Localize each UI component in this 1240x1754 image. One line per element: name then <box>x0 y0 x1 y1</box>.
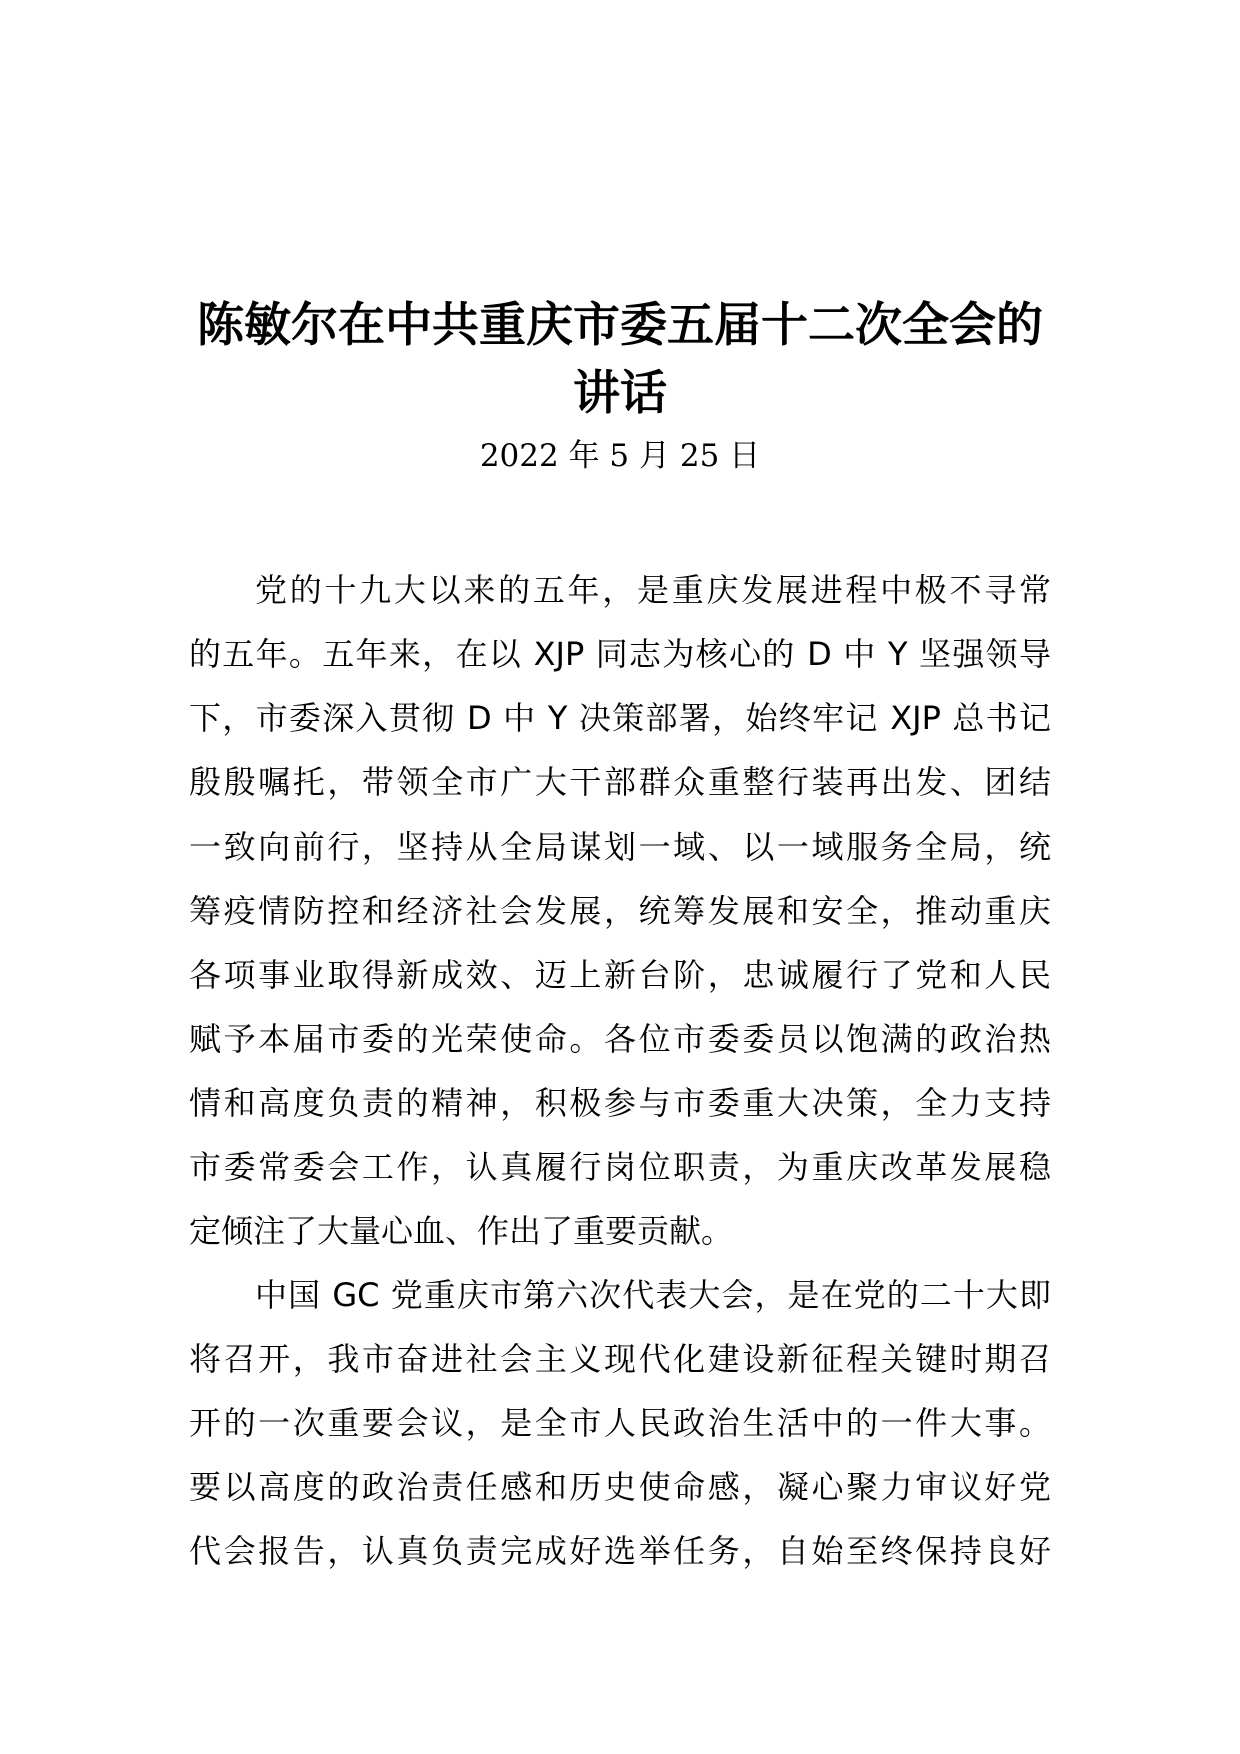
paragraph-1-line: 定倾注了大量心血、作出了重要贡献。 <box>189 1212 734 1250</box>
paragraph-2-line: 要以高度的政治责任感和历史使命感，凝心聚力审议好党 <box>189 1468 1051 1506</box>
paragraph-1-line: 各项事业取得新成效、迈上新台阶，忠诚履行了党和人民 <box>189 956 1051 994</box>
paragraph-1-line: 赋予本届市委的光荣使命。各位市委委员以饱满的政治热 <box>189 1020 1051 1058</box>
paragraph-2-line: 中国 GC 党重庆市第六次代表大会，是在党的二十大即 <box>255 1276 1051 1314</box>
paragraph-1-line: 一致向前行，坚持从全局谋划一域、以一域服务全局，统 <box>189 828 1051 866</box>
paragraph-1-line: 下，市委深入贯彻 D 中 Y 决策部署，始终牢记 XJP 总书记 <box>189 699 1051 737</box>
paragraph-2-line: 开的一次重要会议，是全市人民政治生活中的一件大事。 <box>189 1404 1051 1442</box>
document-date: 2022 年 5 月 25 日 <box>479 438 761 474</box>
paragraph-1-line: 的五年。五年来，在以 XJP 同志为核心的 D 中 Y 坚强领导 <box>189 635 1051 673</box>
document-title-line-1: 陈敏尔在中共重庆市委五届十二次全会的 <box>197 298 1043 353</box>
paragraph-1-line: 殷殷嘱托，带领全市广大干部群众重整行装再出发、团结 <box>189 763 1051 801</box>
paragraph-1-line: 市委常委会工作，认真履行岗位职责，为重庆改革发展稳 <box>189 1148 1051 1186</box>
document-title-line-2: 讲话 <box>573 366 667 421</box>
paragraph-1-line: 情和高度负责的精神，积极参与市委重大决策，全力支持 <box>189 1084 1051 1122</box>
paragraph-2-line: 代会报告，认真负责完成好选举任务，自始至终保持良好 <box>189 1532 1051 1570</box>
paragraph-1-line: 筹疫情防控和经济社会发展，统筹发展和安全，推动重庆 <box>189 892 1051 930</box>
paragraph-2-line: 将召开，我市奋进社会主义现代化建设新征程关键时期召 <box>189 1340 1051 1378</box>
paragraph-1-line: 党的十九大以来的五年，是重庆发展进程中极不寻常 <box>255 571 1051 609</box>
